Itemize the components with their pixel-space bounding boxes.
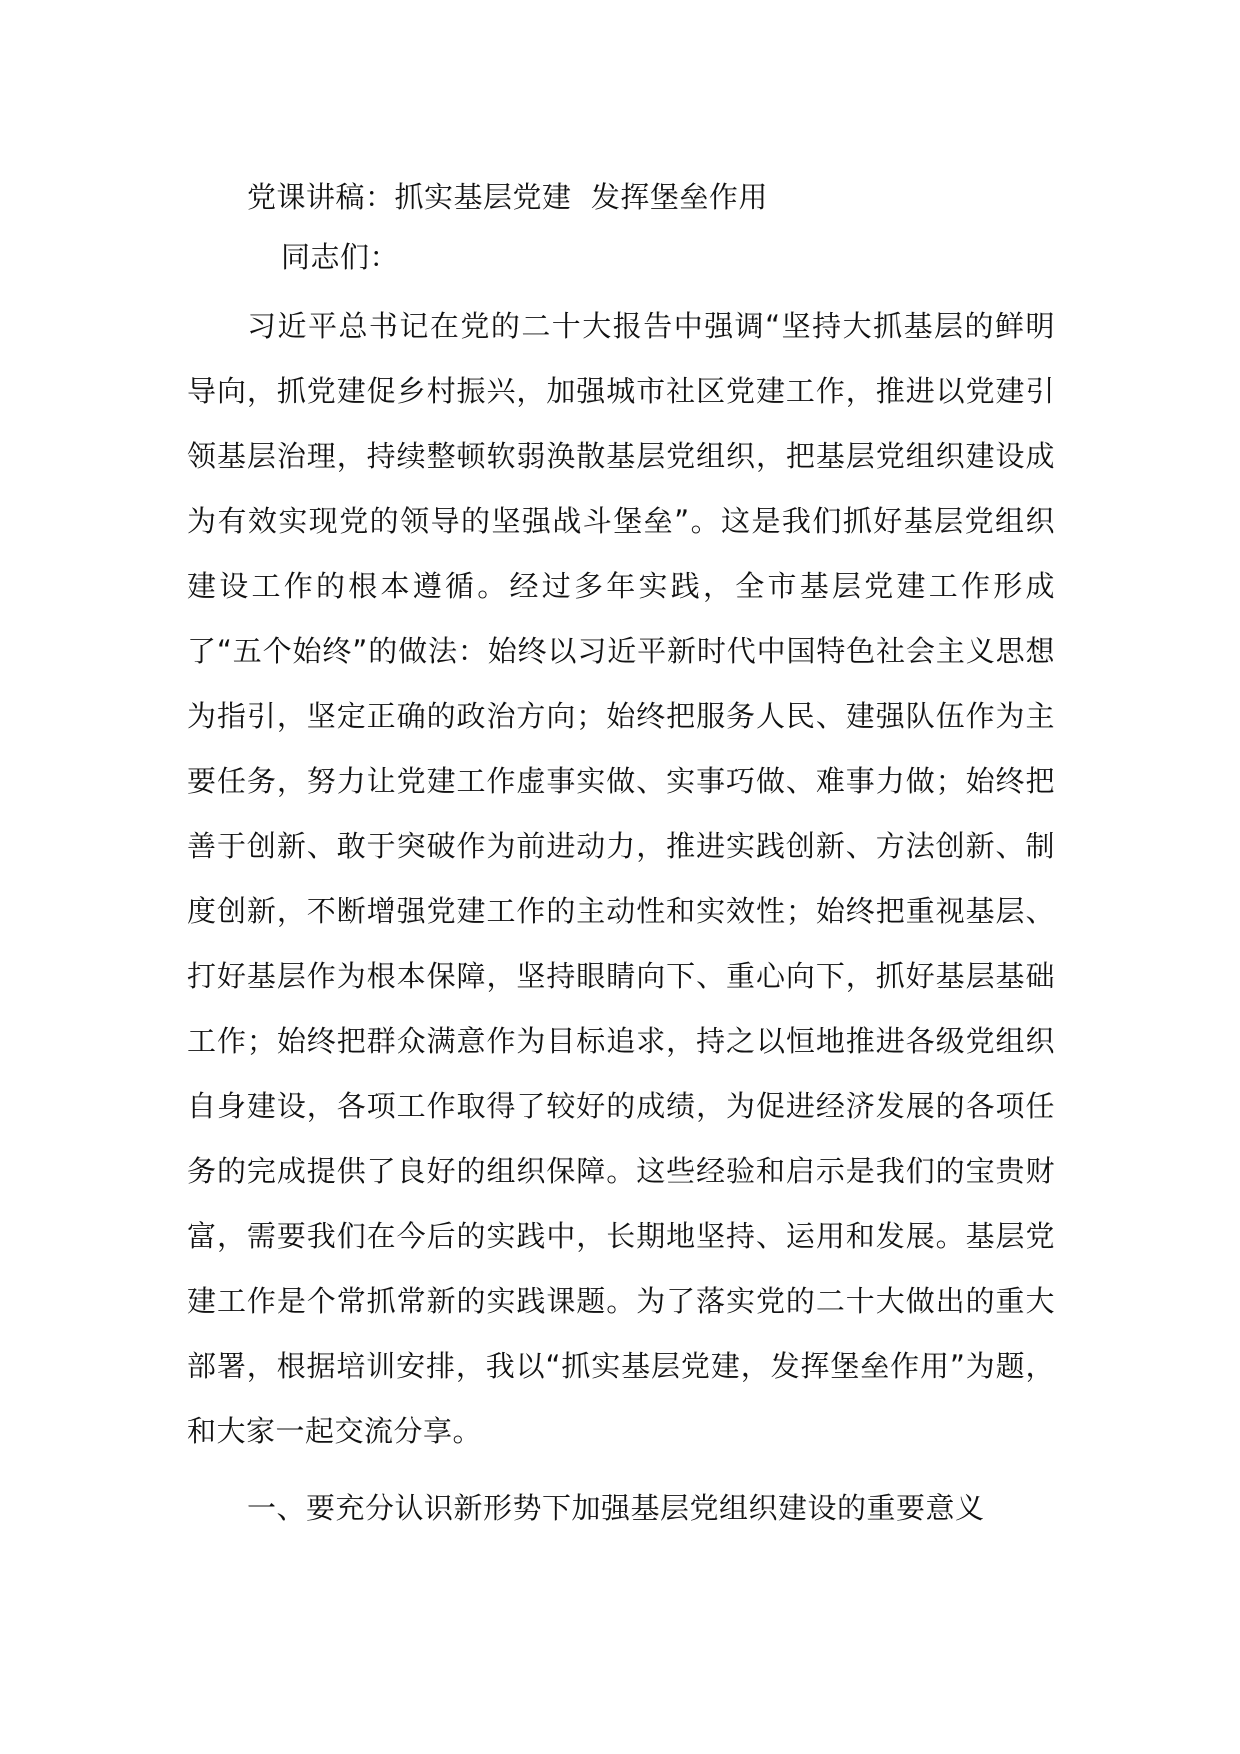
section-heading: 一、要充分认识新形势下加强基层党组织建设的重要意义 <box>247 1491 985 1525</box>
document-body <box>187 170 1055 1541</box>
greeting: 同志们： <box>281 240 400 274</box>
body-paragraph: 习近平总书记在党的二十大报告中强调“坚持大抓基层的鲜明导向，抓党建促乡村振兴，加强城市社区党建工作，推进以党建引领基层治理，持续整顿软弱涣散基层党组织，把基层党组织建设成为有效实现党的领导的坚强战斗堡垒”。这是我们抓好基层党组织建设工作的根本遵循。经过多年实践，全市基层党建工作形成了“五个始终”的做法：始终以习近平新时代中国特色社会主义思想为指引，坚定正确的政治方向；始终把服务人民、建强队伍作为主要任务，努力让党建工作虚事实做、实事巧做、难事力做；始终把善于创新、敢于突破作为前进动力，推进实践创新、方法创新、制度创新，不断增强党建工作的主动性和实效性；始终把重视基层、打好基层作为根本保障，坚持眼睛向下、重心向下，抓好基层基础工作；始终把群众满意作为目标追求，持之以恒地推进各级党组织自身建设，各项工作取得了较好的成绩，为促进经济发展的各项任务的完成提供了良好的组织保障。这些经验和启示是我们的宝贵财富，需要我们在今后的实践中，长期地坚持、运用和发展。基层党建工作是个常抓常新的实践课题。为了落实党的二十大做出的重大部署，根据培训安排，我以“抓实基层党建，发挥堡垒作用”为题，和大家一起交流分享。 <box>187 309 1055 1448</box>
document-title: 党课讲稿：抓实基层党建 发挥堡垒作用 <box>247 180 768 214</box>
